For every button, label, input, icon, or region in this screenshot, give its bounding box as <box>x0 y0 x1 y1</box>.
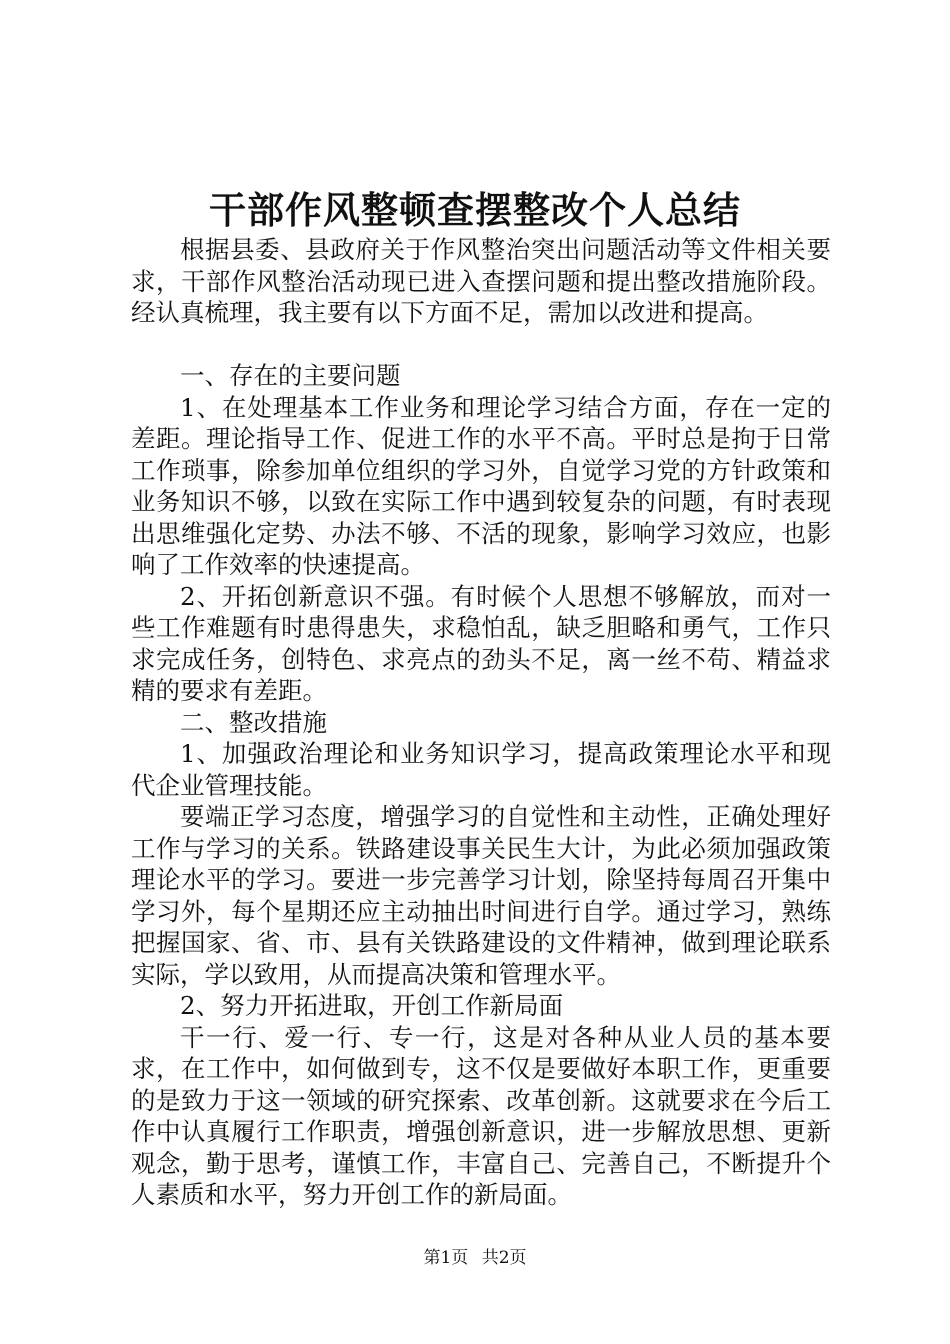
page-number: 第1页 <box>423 1248 469 1268</box>
measure-item-2-body: 干一行、爱一行、专一行，这是对各种从业人员的基本要求，在工作中，如何做到专，这不仅是要做好本职工作，更重要的是致力于这一领域的研究探索、改革创新。这就要求在今后工作中认真履行工作职责，增强创新意识，进一步解放思想、更新观念，勤于思考，谨慎工作，丰富自己、完善自己，不断提升个人素质和水平，努力开创工作的新局面。 <box>131 1022 831 1209</box>
document-body <box>131 234 831 1211</box>
problem-item-1: 1、在处理基本工作业务和理论学习结合方面，存在一定的差距。理论指导工作、促进工作的水平不高。平时总是拘于日常工作琐事，除参加单位组织的学习外，自觉学习党的方针政策和业务知识不够，以致在实际工作中遇到较复杂的问题，有时表现出思维强化定势、办法不够、不活的现象，影响学习效应，也影响了工作效率的快速提高。 <box>131 392 831 579</box>
paragraph-gap <box>131 329 831 361</box>
problem-item-2: 2、开拓创新意识不强。有时候个人思想不够解放，而对一些工作难题有时患得患失，求稳怕乱，缺乏胆略和勇气，工作只求完成任务，创特色、求亮点的劲头不足，离一丝不苟、精益求精的要求有差距。 <box>131 581 831 705</box>
intro-paragraph: 根据县委、县政府关于作风整治突出问题活动等文件相关要求，干部作风整治活动现已进入查摆问题和提出整改措施阶段。经认真梳理，我主要有以下方面不足，需加以改进和提高。 <box>131 235 831 327</box>
page-footer <box>0 1243 950 1268</box>
measure-item-2-heading: 2、努力开拓进取，开创工作新局面 <box>180 991 564 1020</box>
page-total: 共2页 <box>481 1248 527 1268</box>
section-heading-problems: 一、存在的主要问题 <box>180 361 401 390</box>
section-heading-measures: 二、整改措施 <box>180 707 327 737</box>
document-title: 干部作风整顿查摆整改个人总结 <box>209 188 741 232</box>
measure-item-1-body: 要端正学习态度，增强学习的自觉性和主动性，正确处理好工作与学习的关系。铁路建设事关民生大计，为此必须加强政策理论水平的学习。要进一步完善学习计划，除坚持每周召开集中学习外，每个星期还应主动抽出时间进行自学。通过学习，熟练把握国家、省、市、县有关铁路建设的文件精神，做到理论联系实际，学以致用，从而提高决策和管理水平。 <box>131 802 831 989</box>
measure-item-1-heading: 1、加强政治理论和业务知识学习，提高政策理论水平和现代企业管理技能。 <box>131 739 831 800</box>
